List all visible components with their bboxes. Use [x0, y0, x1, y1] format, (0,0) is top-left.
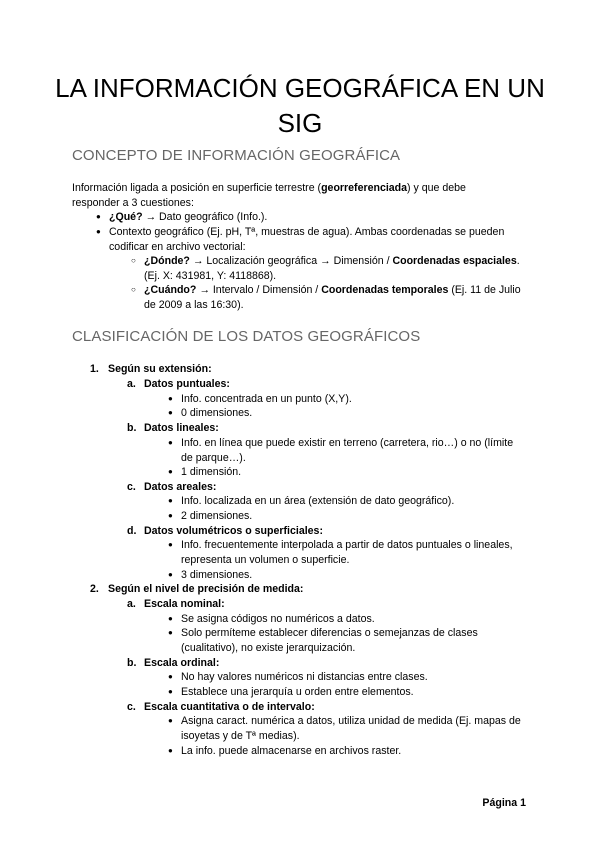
- bullet-icon: ●: [168, 438, 173, 447]
- bullet-icon: ●: [168, 628, 173, 637]
- circle-bullet-icon: ○: [131, 256, 136, 265]
- list-item: ● No hay valores numéricos ni distancias entre clases.: [168, 671, 428, 683]
- bullet-icon: ●: [168, 408, 173, 417]
- list-item: ● Info. concentrada en un punto (X,Y).: [168, 393, 352, 405]
- list-item: ● 3 dimensiones.: [168, 569, 253, 581]
- circle-bullet-icon: ○: [131, 285, 136, 294]
- bullet-icon: ●: [168, 394, 173, 403]
- list-item: ● Se asigna códigos no numéricos a datos.: [168, 613, 375, 625]
- list-letter: c.: [127, 701, 136, 713]
- bullet-icon: ●: [168, 614, 173, 623]
- bullet-icon: ●: [168, 746, 173, 755]
- list-subheading: Datos volumétricos o superficiales:: [144, 525, 323, 537]
- list-item: ○ ¿Cuándo? → Intervalo / Dimensión / Coordenadas temporales (Ej. 11 de Julio de 2009 a las 16:30).: [131, 284, 521, 311]
- list-item: ● 1 dimensión.: [168, 466, 242, 478]
- bullet-icon: ●: [168, 687, 173, 696]
- bullet-icon: ●: [168, 716, 173, 725]
- list-subheading: Datos lineales:: [144, 422, 219, 434]
- list-subheading: Datos areales:: [144, 481, 217, 493]
- list-item: ● Asigna caract. numérica a datos, utiliza unidad de medida (Ej. mapas de isoyetas y de Tª medias).: [168, 715, 521, 742]
- list-heading: Según el nivel de precisión de medida:: [108, 583, 304, 595]
- page-number: Página 1: [482, 797, 526, 809]
- section-heading-clasificacion: CLASIFICACIÓN DE LOS DATOS GEOGRÁFICOS: [72, 328, 421, 345]
- section-heading-concepto: CONCEPTO DE INFORMACIÓN GEOGRÁFICA: [72, 147, 401, 164]
- list-item: ● Contexto geográfico (Ej. pH, Tª, muestras de agua). Ambas coordenadas se pueden codificar en archivo vectorial:: [96, 226, 505, 253]
- list-subheading: Escala cuantitativa o de intervalo:: [144, 701, 315, 713]
- list-subheading: Escala nominal:: [144, 598, 225, 610]
- intro-paragraph: Información ligada a posición en superficie terrestre (georreferenciada) y que debe responder a 3 cuestiones:: [72, 182, 466, 209]
- list-letter: a.: [127, 378, 136, 390]
- list-letter: b.: [127, 657, 137, 669]
- bullet-icon: ●: [96, 212, 101, 221]
- bullet-icon: ●: [168, 467, 173, 476]
- list-letter: a.: [127, 598, 136, 610]
- bullet-icon: ●: [168, 511, 173, 520]
- list-heading: Según su extensión:: [108, 363, 212, 375]
- list-subheading: Datos puntuales:: [144, 378, 230, 390]
- list-item: ● Solo permíteme establecer diferencias o semejanzas de clases (cualitativo), no existe jerarquización.: [168, 627, 478, 654]
- list-item: ● 0 dimensiones.: [168, 407, 253, 419]
- list-item: ● Info. en línea que puede existir en terreno (carretera, rio…) o no (límite de parque…).: [168, 437, 514, 464]
- page-title: LA INFORMACIÓN GEOGRÁFICA EN UN SIG: [55, 73, 545, 138]
- bullet-icon: ●: [96, 227, 101, 236]
- bullet-icon: ●: [168, 672, 173, 681]
- bullet-icon: ●: [168, 496, 173, 505]
- list-item: ● Info. localizada en un área (extensión de dato geográfico).: [168, 495, 455, 507]
- list-item: ● ¿Qué? → Dato geográfico (Info.).: [96, 211, 268, 223]
- list-number: 1.: [90, 363, 99, 375]
- list-item: ● Establece una jerarquía u orden entre elementos.: [168, 686, 414, 698]
- list-number: 2.: [90, 583, 99, 595]
- list-item: ● 2 dimensiones.: [168, 510, 253, 522]
- list-letter: c.: [127, 481, 136, 493]
- list-letter: b.: [127, 422, 137, 434]
- bullet-icon: ●: [168, 540, 173, 549]
- list-subheading: Escala ordinal:: [144, 657, 220, 669]
- list-item: ○ ¿Dónde? → Localización geográfica → Dimensión / Coordenadas espaciales. (Ej. X: 431981, Y: 4118868).: [131, 255, 520, 282]
- list-item: ● La info. puede almacenarse en archivos raster.: [168, 745, 402, 757]
- list-item: ● Info. frecuentemente interpolada a partir de datos puntuales o lineales, representa un volumen o superficie.: [168, 539, 513, 566]
- bullet-icon: ●: [168, 570, 173, 579]
- list-letter: d.: [127, 525, 137, 537]
